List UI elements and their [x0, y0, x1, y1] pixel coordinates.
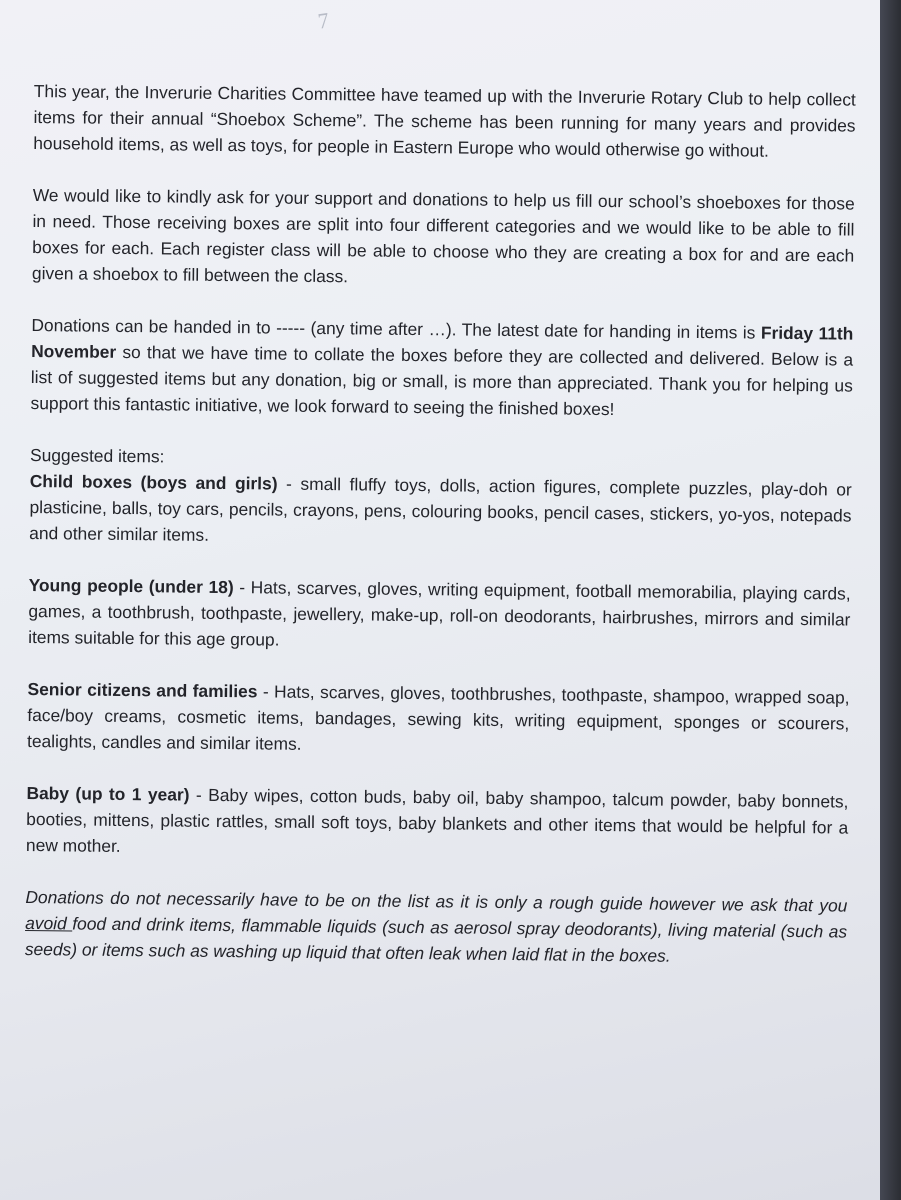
category-title: Baby (up to 1 year) [26, 782, 190, 805]
category-items: - Hats, scarves, gloves, toothbrushes, toothpaste, shampoo, wrapped soap, face/boy creams, cosmetic items, bandages, sewing kits, writing equipment, sponges or scourers, tealights, candles and similar items. [26, 681, 850, 754]
donations-text-end: so that we have time to collate the boxes before they are collected and delivered. Below is a list of suggested items but any donation, big or small, is more than appreciated. Thank you for helping us support this fantastic initiative, we look forward to seeing the finished boxes! [30, 341, 854, 420]
category-title: Child boxes (boys and girls) [29, 470, 278, 494]
category-items: - small fluffy toys, dolls, action figures, complete puzzles, play-doh or plasticine, balls, toy cars, pencils, crayons, pens, colouring books, pencil cases, stickers, yo-yos, notepads and other similar items. [29, 473, 852, 545]
letter-body [24, 78, 855, 997]
deadline-date: Friday 11th November [31, 322, 854, 362]
background-edge [880, 0, 901, 1200]
category-items: - Hats, scarves, gloves, writing equipment, football memorabilia, playing cards, games, a toothbrush, toothpaste, jewellery, make-up, roll-on deodorants, hairbrushes, mirrors and similar items suitable for this age group. [28, 577, 851, 650]
category-senior-citizens [27, 676, 850, 763]
closing-note-end: food and drink items, flammable liquids (such as aerosol spray deodorants), living material (such as seeds) or items such as washing up liquid that often leak when laid flat in the boxes. [24, 913, 848, 966]
category-title: Young people (under 18) [28, 574, 234, 598]
support-paragraph: We would like to kindly ask for your support and donations to help us fill our school’s shoeboxes for those in need. Those receiving boxes are split into four different categories and we would like to be able to fill boxes for each. Each register class will be able to choose who they are creating a box for and are each given a shoebox to fill between the class. [31, 184, 855, 287]
category-child-boxes [29, 468, 852, 555]
pen-mark: 7 [316, 7, 331, 34]
closing-note [25, 884, 848, 971]
donations-paragraph [30, 312, 853, 425]
category-title: Senior citizens and families [27, 678, 258, 702]
donations-text-start: Donations can be handed in to ----- (any time after …). The latest date for handing in items is [31, 314, 761, 343]
category-items: - Baby wipes, cotton buds, baby oil, baby shampoo, talcum powder, baby bonnets, booties, mittens, plastic rattles, small soft toys, baby blankets and other items that would be helpful for a new mother. [25, 784, 849, 856]
avoid-emphasis: avoid [25, 912, 73, 934]
suggested-items-heading: Suggested items: [29, 444, 165, 467]
intro-paragraph: This year, the Inverurie Charities Committee have teamed up with the Inverurie Rotary Club to help collect items for their annual “Shoebox Scheme”. The scheme has been running for many years and provides household items, as well as toys, for people in Eastern Europe who would otherwise go without. [33, 80, 856, 161]
category-baby [26, 780, 849, 867]
closing-note-start: Donations do not necessarily have to be on the list as it is only a rough guide however we ask that you [25, 886, 848, 916]
category-young-people [28, 572, 851, 659]
